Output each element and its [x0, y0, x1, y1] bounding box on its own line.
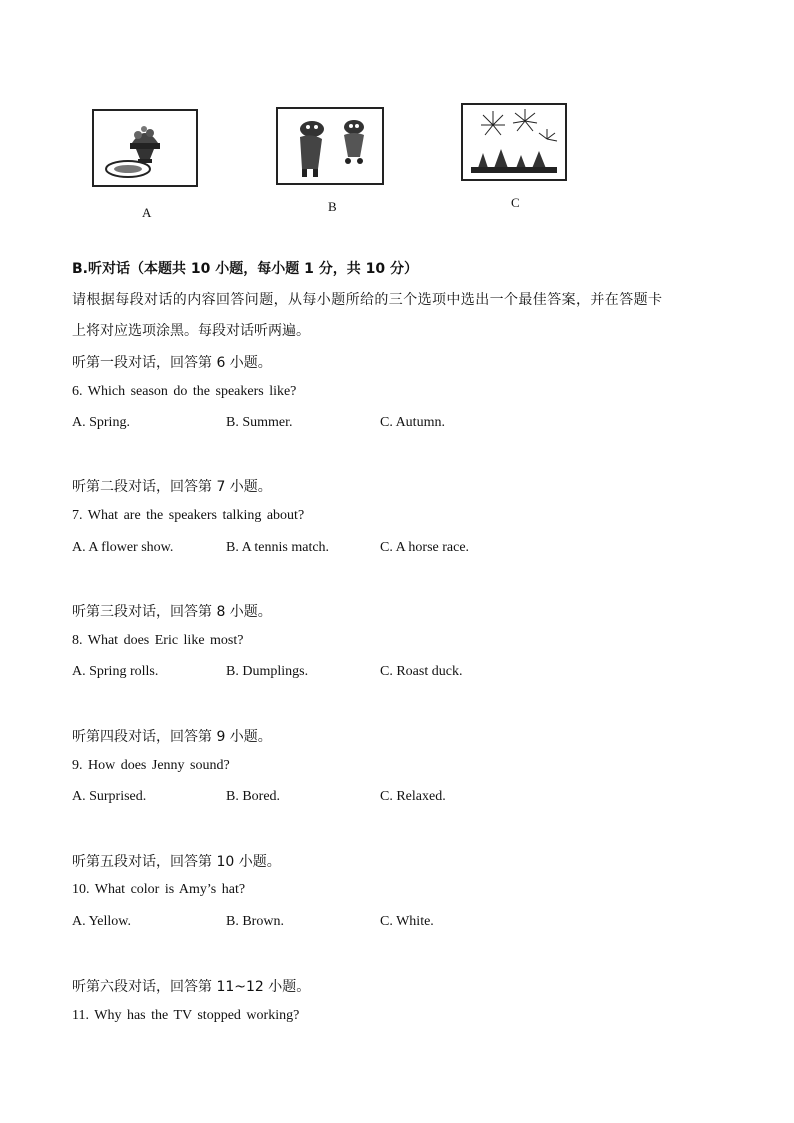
question: 6. Which season do the speakers like?: [72, 384, 297, 399]
fireworks-icon: [463, 105, 565, 179]
question: 11. Why has the TV stopped working?: [72, 1008, 300, 1023]
picture-label: A: [142, 205, 152, 220]
option-b: B. Summer.: [226, 415, 293, 430]
section-heading: B.听对话（本题共 10 小题，每小题 1 分，共 10 分）: [72, 261, 418, 277]
option-a: A. A flower show.: [72, 540, 174, 555]
group-intro: 听第一段对话，回答第 6 小题。: [72, 355, 272, 371]
option-b: B. A tennis match.: [226, 540, 330, 555]
option-b: B. Dumplings.: [226, 664, 309, 679]
question: 8. What does Eric like most?: [72, 633, 244, 648]
instruction-line-2: 上将对应选项涂黑。每段对话听两遍。: [72, 323, 310, 339]
instruction-line-1: 请根据每段对话的内容回答问题，从每小题所给的三个选项中选出一个最佳答案，并在答题卡: [72, 292, 663, 308]
option-c: C. Relaxed.: [380, 789, 446, 804]
group-intro: 听第三段对话，回答第 8 小题。: [72, 604, 272, 620]
option-b: B. Bored.: [226, 789, 281, 804]
option-a: A. Surprised.: [72, 789, 147, 804]
option-b: B. Brown.: [226, 914, 284, 929]
question: 9. How does Jenny sound?: [72, 758, 230, 773]
question: 10. What color is Amy’s hat?: [72, 882, 246, 897]
lion-dance-icon: [278, 109, 382, 183]
group-intro: 听第五段对话，回答第 10 小题。: [72, 854, 281, 870]
option-c: C. Autumn.: [380, 415, 445, 430]
group-intro: 听第四段对话，回答第 9 小题。: [72, 729, 272, 745]
question: 7. What are the speakers talking about?: [72, 508, 305, 523]
option-c: C. A horse race.: [380, 540, 470, 555]
option-c: C. Roast duck.: [380, 664, 463, 679]
hotpot-meal-icon: [94, 111, 196, 185]
picture-label: B: [328, 199, 337, 214]
group-intro: 听第六段对话，回答第 11~12 小题。: [72, 979, 311, 995]
option-a: A. Yellow.: [72, 914, 131, 929]
option-a: A. Spring.: [72, 415, 130, 430]
option-c: C. White.: [380, 914, 434, 929]
option-a: A. Spring rolls.: [72, 664, 159, 679]
picture-label: C: [511, 195, 520, 210]
picture-row: [0, 95, 794, 220]
group-intro: 听第二段对话，回答第 7 小题。: [72, 479, 272, 495]
